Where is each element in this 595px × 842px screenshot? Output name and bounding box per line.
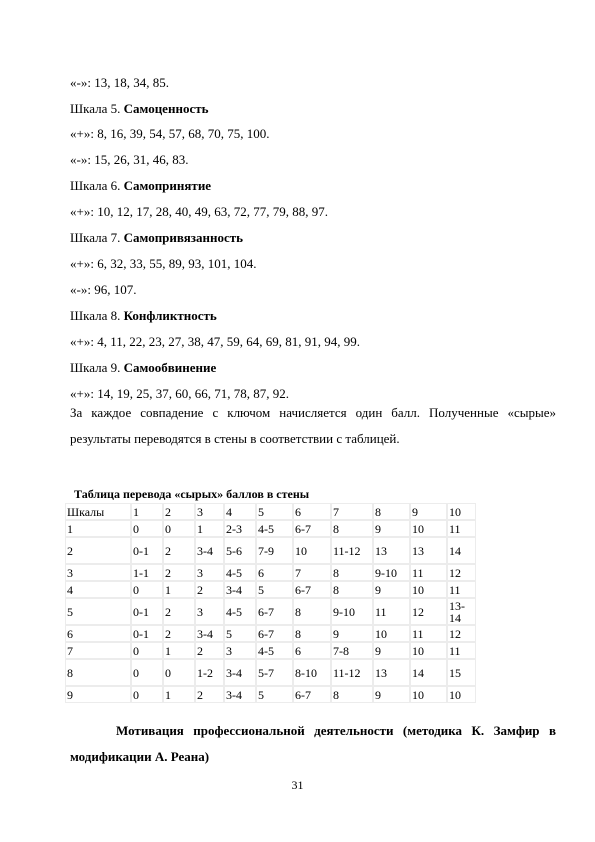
table-cell: 3 <box>65 564 131 581</box>
table-cell: 1-1 <box>131 564 163 581</box>
page-number: 31 <box>291 778 304 792</box>
table-cell: 2 <box>65 537 131 564</box>
key-line-text: Шкала 9. <box>70 360 124 375</box>
table-row <box>65 686 476 703</box>
key-line-text: «-»: 96, 107. <box>70 282 137 297</box>
table-cell: 11 <box>447 581 476 598</box>
table-cell: 6 <box>65 625 131 642</box>
table-cell: 10 <box>410 642 447 659</box>
table-cell: 9 <box>373 642 410 659</box>
table-cell: 2 <box>195 642 224 659</box>
table-cell: 6-7 <box>256 598 293 625</box>
table-cell: 7 <box>331 503 373 520</box>
table-cell: 11-12 <box>331 659 373 686</box>
table-cell: 2 <box>195 581 224 598</box>
table-cell: 12 <box>447 564 476 581</box>
table-cell: 6-7 <box>293 686 331 703</box>
key-line-text: Шкала 7. <box>70 230 124 245</box>
table-cell: Шкалы <box>65 503 131 520</box>
key-line <box>70 256 256 271</box>
table-cell: 8 <box>65 659 131 686</box>
table-cell: 1-2 <box>195 659 224 686</box>
table-cell: 2 <box>195 686 224 703</box>
table-cell: 3 <box>195 503 224 520</box>
table-cell: 0-1 <box>131 598 163 625</box>
table-cell: 8 <box>331 564 373 581</box>
table-cell: 8 <box>373 503 410 520</box>
table-cell: 5-7 <box>256 659 293 686</box>
table-cell: 4 <box>65 581 131 598</box>
table-cell: 9 <box>373 581 410 598</box>
table-cell: 5 <box>256 581 293 598</box>
table-cell: 0 <box>131 659 163 686</box>
table-cell: 3-4 <box>224 581 256 598</box>
table-cell: 3 <box>224 642 256 659</box>
table-cell: 8 <box>293 625 331 642</box>
key-line <box>70 308 217 323</box>
table-cell: 2 <box>163 503 195 520</box>
table-cell: 2 <box>163 564 195 581</box>
table-cell: 0 <box>131 520 163 537</box>
table-cell: 1 <box>65 520 131 537</box>
table-cell: 11-12 <box>331 537 373 564</box>
table-cell: 12 <box>447 625 476 642</box>
table-cell: 13 <box>373 537 410 564</box>
table-cell: 10 <box>373 625 410 642</box>
table-cell: 7-8 <box>331 642 373 659</box>
conversion-table <box>65 503 476 703</box>
table-cell: 9 <box>410 503 447 520</box>
key-line <box>70 75 169 90</box>
table-row <box>65 642 476 659</box>
section-heading <box>70 718 556 770</box>
table-cell: 9 <box>65 686 131 703</box>
table-cell: 5-6 <box>224 537 256 564</box>
table-row <box>65 537 476 564</box>
table-cell: 7-9 <box>256 537 293 564</box>
table-cell: 5 <box>224 625 256 642</box>
key-line <box>70 152 188 167</box>
table-cell: 1 <box>163 642 195 659</box>
table-cell: 0 <box>131 686 163 703</box>
table-cell: 11 <box>447 642 476 659</box>
table-cell: 10 <box>410 686 447 703</box>
table-cell: 8 <box>331 581 373 598</box>
table-cell: 10 <box>410 581 447 598</box>
table-cell: 0 <box>163 520 195 537</box>
table-cell: 3-4 <box>195 625 224 642</box>
table-row <box>65 564 476 581</box>
table-cell: 6 <box>293 503 331 520</box>
table-cell: 11 <box>447 520 476 537</box>
key-line-text: «-»: 15, 26, 31, 46, 83. <box>70 152 189 167</box>
table-cell: 3-4 <box>195 537 224 564</box>
table-cell: 0-1 <box>131 625 163 642</box>
key-line <box>70 360 216 375</box>
table-cell: 1 <box>163 686 195 703</box>
key-line-text: «+»: 10, 12, 17, 28, 40, 49, 63, 72, 77, 79, 88, 97. <box>70 204 328 219</box>
table-cell: 9 <box>331 625 373 642</box>
table-cell: 3 <box>195 598 224 625</box>
table-cell: 9 <box>373 686 410 703</box>
scoring-paragraph <box>70 400 556 452</box>
key-line <box>70 282 136 297</box>
table-cell: 10 <box>447 503 476 520</box>
table-row <box>65 581 476 598</box>
table-cell: 2 <box>163 537 195 564</box>
table-cell: 13- 14 <box>447 598 476 625</box>
key-line <box>70 334 360 349</box>
key-line-text: «+»: 14, 19, 25, 37, 60, 66, 71, 78, 87, 92. <box>70 386 289 401</box>
table-cell: 5 <box>256 503 293 520</box>
table-cell: 10 <box>447 686 476 703</box>
table-cell: 8-10 <box>293 659 331 686</box>
table-cell: 0-1 <box>131 537 163 564</box>
table-cell: 2-3 <box>224 520 256 537</box>
scale-name: Самообвинение <box>123 360 217 375</box>
table-cell: 6 <box>256 564 293 581</box>
table-cell: 4-5 <box>256 642 293 659</box>
key-line-text: «+»: 8, 16, 39, 54, 57, 68, 70, 75, 100. <box>70 126 270 141</box>
table-cell: 8 <box>331 686 373 703</box>
table-cell: 15 <box>447 659 476 686</box>
table-row <box>65 520 476 537</box>
table-cell: 5 <box>65 598 131 625</box>
key-line-text: «+»: 6, 32, 33, 55, 89, 93, 101, 104. <box>70 256 257 271</box>
table-header-row <box>65 503 476 520</box>
key-line <box>70 230 243 245</box>
table-cell: 3 <box>195 564 224 581</box>
table-cell: 2 <box>163 598 195 625</box>
table-cell: 0 <box>163 659 195 686</box>
table-cell: 11 <box>373 598 410 625</box>
table-cell: 0 <box>131 642 163 659</box>
table-row <box>65 625 476 642</box>
table-cell: 13 <box>410 537 447 564</box>
key-line-text: Шкала 5. <box>70 101 124 116</box>
table-cell: 9-10 <box>373 564 410 581</box>
table-cell: 11 <box>410 625 447 642</box>
table-cell: 6 <box>293 642 331 659</box>
table-cell: 6-7 <box>293 581 331 598</box>
paragraph-line-1: За каждое совпадение с ключом начисляется один балл. Полученные «сырые» <box>70 405 556 420</box>
table-cell: 2 <box>163 625 195 642</box>
key-line-text: «+»: 4, 11, 22, 23, 27, 38, 47, 59, 64, 69, 81, 91, 94, 99. <box>70 334 360 349</box>
table-cell: 12 <box>410 598 447 625</box>
table-cell: 7 <box>293 564 331 581</box>
table-cell: 14 <box>447 537 476 564</box>
key-line-text: Шкала 6. <box>70 178 124 193</box>
key-line <box>70 126 269 141</box>
scale-name: Самопривязанность <box>123 230 244 245</box>
scale-name: Самоценность <box>123 101 209 116</box>
key-line-text: «-»: 13, 18, 34, 85. <box>70 75 169 90</box>
table-cell: 11 <box>410 564 447 581</box>
scale-name: Самопринятие <box>123 178 212 193</box>
table-cell: 8 <box>331 520 373 537</box>
table-cell: 3-4 <box>224 659 256 686</box>
table-cell: 13 <box>373 659 410 686</box>
table-cell: 4-5 <box>224 564 256 581</box>
table-cell: 1 <box>163 581 195 598</box>
table-cell: 0 <box>131 581 163 598</box>
table-cell: 5 <box>256 686 293 703</box>
table-row <box>65 598 476 625</box>
key-line <box>70 101 208 116</box>
table-cell: 14 <box>410 659 447 686</box>
scale-name: Конфликтность <box>123 308 217 323</box>
table-cell: 3-4 <box>224 686 256 703</box>
table-cell: 4-5 <box>224 598 256 625</box>
table-cell: 4 <box>224 503 256 520</box>
table-cell: 1 <box>131 503 163 520</box>
table-cell: 10 <box>410 520 447 537</box>
table-cell: 9-10 <box>331 598 373 625</box>
table-caption: Таблица перевода «сырых» баллов в стены <box>74 487 310 501</box>
table-cell: 9 <box>373 520 410 537</box>
key-line-text: Шкала 8. <box>70 308 124 323</box>
table-cell: 10 <box>293 537 331 564</box>
table-cell: 6-7 <box>256 625 293 642</box>
heading-line-1: Мотивация профессиональной деятельности (методика К. Замфир в <box>116 723 556 738</box>
heading-line-2: модификации А. Реана) <box>70 749 210 764</box>
key-line <box>70 204 328 219</box>
table-cell: 7 <box>65 642 131 659</box>
table-cell: 1 <box>195 520 224 537</box>
key-line <box>70 178 211 193</box>
table-cell: 8 <box>293 598 331 625</box>
table-row <box>65 659 476 686</box>
table-cell: 6-7 <box>293 520 331 537</box>
table-cell: 4-5 <box>256 520 293 537</box>
key-line <box>70 386 289 401</box>
paragraph-line-2: результаты переводятся в стены в соответствии с таблицей. <box>70 431 400 446</box>
